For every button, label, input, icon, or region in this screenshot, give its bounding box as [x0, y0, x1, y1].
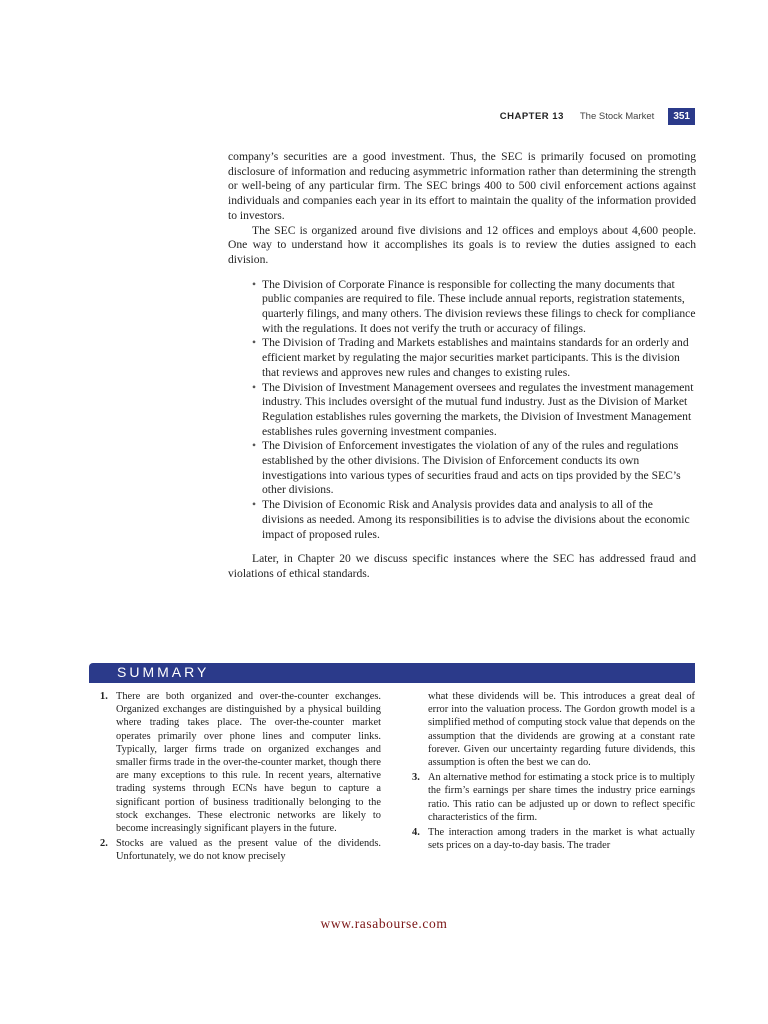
summary-item-text: An alternative method for estimating a stock price is to multiply the firm’s earnings per share times the industry price earnings ratio. This ratio can be adjusted up or down to reflect specific characteristics of the firm. [428, 772, 695, 823]
summary-item-number: 4. [412, 827, 420, 839]
list-item: • The Division of Economic Risk and Analysis provides data and analysis to all of the divisions as needed. Among its responsibilities is to advise the divisions about the economic impact of proposed rules. [252, 498, 696, 542]
summary-item-continuation [412, 690, 695, 769]
summary-heading-bar [89, 663, 695, 683]
chapter-title: The Stock Market [579, 111, 655, 122]
summary-item-number: 2. [100, 838, 108, 850]
website-link[interactable]: www.rasabourse.com [320, 916, 448, 931]
summary-left-column [100, 690, 381, 866]
chapter-label: CHAPTER 13 [499, 111, 564, 122]
running-header [500, 108, 695, 125]
summary-title: SUMMARY [117, 664, 210, 680]
divisions-list [228, 278, 696, 543]
summary-right-column [412, 690, 695, 854]
list-item: • The Division of Corporate Finance is responsible for collecting the many documents that public companies are required to file. These include annual reports, registration statements, quarterly filings, and many others. The division reviews these filings to check for compliance with the regulations. It does not verify the truth or accuracy of filings. [252, 278, 696, 337]
list-item: • The Division of Investment Management oversees and regulates the investment management industry. This includes oversight of the mutual fund industry. Just as the Division of Market Regulation establishes rules governing the markets, the Division of Investment Management establishes rules governing investment companies. [252, 381, 696, 440]
list-item: • The Division of Trading and Markets establishes and maintains standards for an orderly and efficient market by regulating the major securities market participants. This is the division that reviews and approves new rules and changes to existing rules. [252, 336, 696, 380]
summary-item [412, 826, 695, 852]
summary-item-text: There are both organized and over-the-counter exchanges. Organized exchanges are distinguished by a physical building where trading takes place. The over-the-counter market operates primarily over phone lines and computer links. Typically, larger firms trade on organized exchanges and smaller firms trade in the over-the-counter market, though there are many exceptions to this rule. In recent years, alternative trading systems through ECNs have begun to capture a significant portion of business traditionally belonging to the stock exchanges. These electronic networks are likely to become increasingly significant players in the future. [116, 691, 381, 835]
page-number: 351 [668, 108, 695, 125]
summary-item-text: what these dividends will be. This introduces a great deal of error into the valuation process. The Gordon growth model is a simplified method of computing stock value that depends on the assumption that the dividends are growing at a constant rate forever. Given our uncertainty regarding future dividends, this assumption is often the best we can do. [428, 691, 695, 769]
summary-item-text: The interaction among traders in the market is what actually sets prices on a day-to-day basis. The trader [428, 827, 695, 852]
paragraph-1: company’s securities are a good investment. Thus, the SEC is primarily focused on promoting disclosure of information and reducing asymmetric information rather than determining the strength or well-being of any particular firm. The SEC brings 400 to 500 civil enforcement actions against individuals and companies each year in its effort to maintain the quality of the information provided to investors. [228, 150, 696, 222]
summary-item-text: Stocks are valued as the present value of the dividends. Unfortunately, we do not know precisely [116, 838, 381, 863]
summary-item [100, 837, 381, 863]
summary-item [100, 690, 381, 835]
summary-item-number: 3. [412, 772, 420, 784]
summary-item [412, 771, 695, 824]
list-item: • The Division of Enforcement investigates the violation of any of the rules and regulations established by the other divisions. The Division of Enforcement conducts its own investigations into various types of securities fraud and acts on tips provided by the SEC’s other divisions. [252, 439, 696, 498]
paragraph-3: Later, in Chapter 20 we discuss specific instances where the SEC has addressed fraud and violations of ethical standards. [228, 552, 696, 580]
paragraph-2: The SEC is organized around five divisions and 12 offices and employs about 4,600 people. One way to understand how it accomplishes its goals is to review the duties assigned to each division. [228, 223, 696, 266]
summary-item-number: 1. [100, 691, 108, 702]
main-text [228, 150, 696, 582]
